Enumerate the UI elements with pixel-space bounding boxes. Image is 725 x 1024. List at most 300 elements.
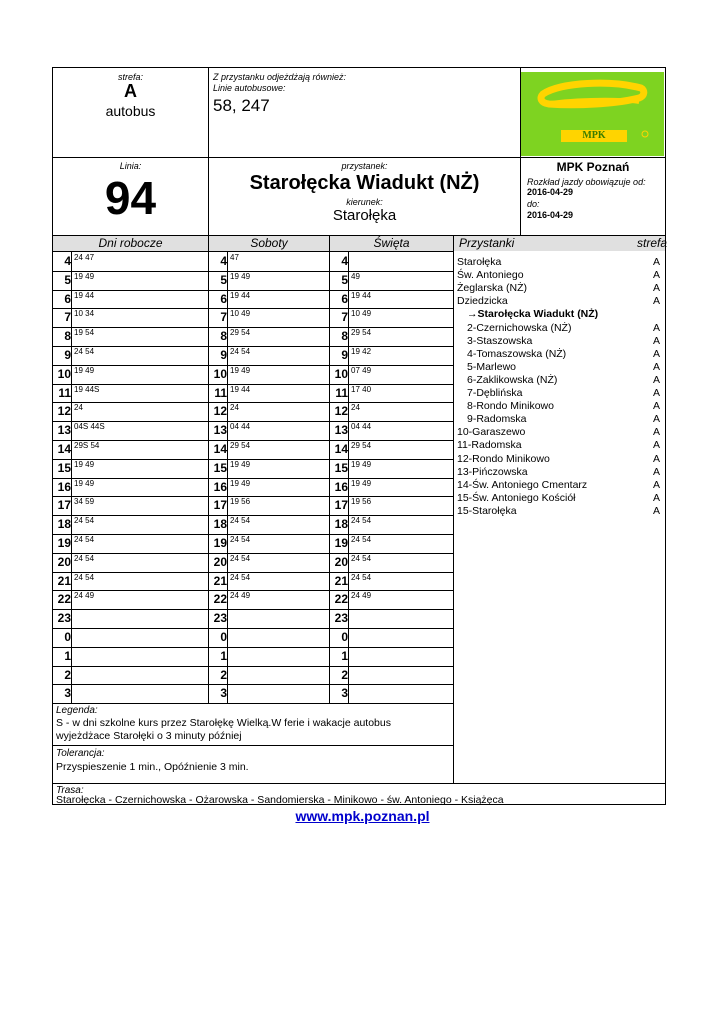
col-weekdays: Dni robocze xyxy=(98,236,163,250)
hour-cell: 9 xyxy=(64,348,71,362)
divider xyxy=(227,496,228,515)
stop-zone: A xyxy=(652,400,660,413)
hour-cell: 0 xyxy=(220,630,227,644)
minutes-cell: 19 56 xyxy=(230,497,251,507)
hour-cell: 20 xyxy=(213,554,227,569)
current-stop: →Starołęcka Wiadukt (NŻ) xyxy=(467,308,599,321)
minutes-cell: 29 54 xyxy=(230,441,251,450)
divider xyxy=(71,271,72,290)
divider xyxy=(348,628,349,647)
vehicle-type: autobus xyxy=(105,103,156,119)
divider xyxy=(348,459,349,478)
divider xyxy=(53,647,453,648)
minutes-cell: 24 xyxy=(74,403,83,413)
divider xyxy=(71,553,72,572)
divider xyxy=(227,590,228,609)
minutes-cell: 19 49 xyxy=(230,365,251,375)
bus-lines-label: Linie autobusowe: xyxy=(213,83,286,93)
divider xyxy=(71,327,72,346)
hour-cell: 20 xyxy=(57,554,71,569)
minutes-cell: 24 54 xyxy=(351,553,372,563)
hour-cell: 22 xyxy=(57,592,71,607)
divider xyxy=(53,402,453,403)
zone-label: strefa: xyxy=(117,72,143,82)
minutes-cell: 19 49 xyxy=(230,271,251,281)
minutes-cell: 47 xyxy=(230,253,239,262)
minutes-cell: 19 44 xyxy=(351,290,372,300)
divider xyxy=(71,515,72,534)
hour-cell: 13 xyxy=(57,423,71,438)
minutes-cell: 19 49 xyxy=(74,365,95,375)
divider xyxy=(53,459,453,460)
divider xyxy=(53,421,453,422)
hour-cell: 4 xyxy=(341,254,348,268)
hour-cell: 7 xyxy=(220,310,227,325)
divider xyxy=(227,628,228,647)
divider xyxy=(227,647,228,666)
minutes-cell: 24 54 xyxy=(351,572,372,582)
divider xyxy=(53,157,665,158)
hour-cell: 12 xyxy=(334,404,348,419)
minutes-cell: 24 54 xyxy=(74,553,95,563)
stop-item: Starołęka xyxy=(457,256,502,268)
divider xyxy=(348,402,349,421)
col-holidays: Święta xyxy=(373,236,410,250)
minutes-cell: 19 49 xyxy=(351,459,372,469)
divider xyxy=(348,290,349,309)
minutes-cell: 24 54 xyxy=(230,535,251,544)
divider xyxy=(71,666,72,685)
minutes-cell: 04 44 xyxy=(351,422,372,432)
divider xyxy=(348,384,349,403)
divider xyxy=(348,647,349,666)
hour-cell: 5 xyxy=(64,272,71,287)
logo-text: MPK xyxy=(582,130,606,141)
hour-cell: 5 xyxy=(341,272,348,287)
hour-cell: 1 xyxy=(64,648,71,663)
divider xyxy=(348,478,349,497)
stop-name: Starołęcka Wiadukt (NŻ) xyxy=(249,172,480,194)
divider xyxy=(227,459,228,478)
stop-zone: A xyxy=(652,465,660,478)
minutes-cell: 10 49 xyxy=(230,309,251,319)
divider xyxy=(53,783,665,784)
hour-cell: 10 xyxy=(213,366,227,381)
hour-cell: 5 xyxy=(220,272,227,287)
stop-zone: A xyxy=(652,295,660,308)
hour-cell: 8 xyxy=(220,329,227,344)
hour-cell: 1 xyxy=(341,648,348,663)
minutes-cell: 24 54 xyxy=(74,347,95,356)
divider xyxy=(53,327,453,328)
stop-item: 3-Staszowska xyxy=(467,334,533,347)
hour-cell: 18 xyxy=(213,517,227,532)
hour-cell: 0 xyxy=(341,630,348,644)
divider xyxy=(348,308,349,327)
stop-zone: A xyxy=(652,439,660,452)
divider xyxy=(71,647,72,666)
stop-item: 10-Garaszewo xyxy=(457,426,526,439)
col-saturdays: Soboty xyxy=(250,236,288,250)
hour-cell: 2 xyxy=(64,667,71,682)
divider xyxy=(53,745,453,746)
hour-cell: 6 xyxy=(220,291,227,306)
hour-cell: 19 xyxy=(57,536,71,550)
divider xyxy=(71,290,72,309)
stop-zone: A xyxy=(652,478,660,491)
minutes-cell: 49 xyxy=(351,271,360,281)
line-number: 94 xyxy=(104,172,157,224)
col-zone: strefa xyxy=(637,236,668,250)
hour-cell: 23 xyxy=(57,611,71,626)
hour-cell: 6 xyxy=(341,291,348,306)
minutes-cell: 34 59 xyxy=(74,497,95,507)
minutes-cell: 24 54 xyxy=(351,516,372,526)
divider xyxy=(53,553,453,554)
divider xyxy=(348,515,349,534)
stop-zone: A xyxy=(652,334,660,347)
hour-cell: 18 xyxy=(57,517,71,532)
stop-zone: A xyxy=(652,347,660,360)
stop-item: 4-Tomaszowska (NŻ) xyxy=(467,347,567,360)
minutes-cell: 10 34 xyxy=(74,309,95,319)
stop-zone: A xyxy=(652,413,660,426)
valid-to-label: do: xyxy=(527,199,540,209)
divider xyxy=(208,236,209,703)
hour-cell: 17 xyxy=(57,498,71,513)
divider xyxy=(71,572,72,591)
hour-cell: 1 xyxy=(220,648,227,663)
divider xyxy=(453,235,454,783)
minutes-cell: 29S 54 xyxy=(74,441,100,450)
divider xyxy=(227,402,228,421)
route-text: Starołęcka - Czernichowska - Ożarowska - Sandomierska - Minikowo - św. Antoniego - Książęca xyxy=(56,794,504,806)
hour-cell: 7 xyxy=(341,310,348,325)
divider xyxy=(348,572,349,591)
hour-cell: 14 xyxy=(334,442,348,456)
minutes-cell: 19 49 xyxy=(230,478,251,488)
hour-cell: 23 xyxy=(334,611,348,626)
minutes-cell: 24 49 xyxy=(230,591,251,601)
hour-cell: 16 xyxy=(57,479,71,494)
hour-cell: 11 xyxy=(335,385,348,400)
divider xyxy=(348,421,349,440)
hour-cell: 12 xyxy=(213,404,227,419)
minutes-cell: 29 54 xyxy=(351,441,372,450)
minutes-cell: 19 49 xyxy=(351,478,372,488)
divider xyxy=(53,703,453,704)
hour-cell: 15 xyxy=(213,460,227,475)
minutes-cell: 19 44 xyxy=(230,384,251,394)
divider xyxy=(348,327,349,346)
divider xyxy=(348,666,349,685)
divider xyxy=(53,384,453,385)
hour-cell: 13 xyxy=(334,423,348,438)
hour-cell: 3 xyxy=(220,686,227,701)
divider xyxy=(227,290,228,309)
stop-item: Św. Antoniego xyxy=(457,269,524,282)
minutes-cell: 24 54 xyxy=(74,516,95,526)
divider xyxy=(71,496,72,515)
stop-zone: A xyxy=(652,387,660,399)
divider xyxy=(348,590,349,609)
minutes-cell: 24 54 xyxy=(74,572,95,582)
minutes-cell: 19 56 xyxy=(351,497,372,507)
hour-cell: 16 xyxy=(334,479,348,494)
legend-line-2: wyjeżdżace Starołęki o 3 minuty później xyxy=(56,730,242,742)
hour-cell: 19 xyxy=(334,536,348,550)
operator-name: MPK Poznań xyxy=(556,160,630,174)
minutes-cell: 04 44 xyxy=(230,422,251,432)
hour-cell: 10 xyxy=(334,366,348,381)
hour-cell: 8 xyxy=(64,329,71,344)
direction-name: Starołęka xyxy=(332,207,397,224)
stop-item: 12-Rondo Minikowo xyxy=(457,452,550,465)
stop-item: 6-Zaklikowska (NŻ) xyxy=(467,373,558,386)
hour-cell: 18 xyxy=(334,517,348,532)
stop-zone: A xyxy=(652,491,660,504)
divider xyxy=(53,271,453,272)
stop-label: przystanek: xyxy=(341,161,388,171)
divider xyxy=(71,421,72,440)
hour-cell: 19 xyxy=(213,536,227,550)
mpk-logo xyxy=(521,72,664,156)
divider xyxy=(227,553,228,572)
minutes-cell: 24 54 xyxy=(230,572,251,582)
divider xyxy=(348,440,349,459)
website-link[interactable]: www.mpk.poznan.pl xyxy=(295,808,430,824)
minutes-cell: 24 xyxy=(230,403,239,413)
hour-cell: 11 xyxy=(58,385,71,400)
hour-cell: 20 xyxy=(334,554,348,569)
divider xyxy=(71,534,72,553)
minutes-cell: 10 49 xyxy=(351,309,372,319)
divider xyxy=(227,327,228,346)
divider xyxy=(348,609,349,628)
col-stops: Przystanki xyxy=(459,236,515,250)
stop-item: 5-Marlewo xyxy=(467,360,517,373)
divider xyxy=(227,684,228,703)
divider xyxy=(348,365,349,384)
hour-cell: 7 xyxy=(64,310,71,325)
minutes-cell: 24 54 xyxy=(230,553,251,563)
divider xyxy=(53,478,453,479)
divider xyxy=(53,290,453,291)
minutes-cell: 24 49 xyxy=(74,591,95,601)
minutes-cell: 24 54 xyxy=(74,535,95,544)
hour-cell: 17 xyxy=(213,498,227,513)
other-lines: 58, 247 xyxy=(213,96,270,115)
divider xyxy=(71,459,72,478)
hour-cell: 6 xyxy=(64,291,71,306)
divider xyxy=(53,684,453,685)
hour-cell: 4 xyxy=(220,254,227,268)
minutes-cell: 19 44 xyxy=(230,290,251,300)
divider xyxy=(71,308,72,327)
minutes-cell: 19 49 xyxy=(74,271,95,281)
divider xyxy=(227,346,228,365)
divider xyxy=(53,666,453,667)
hour-cell: 13 xyxy=(213,423,227,438)
hour-cell: 22 xyxy=(334,592,348,607)
stop-item: 9-Radomska xyxy=(467,413,527,426)
divider xyxy=(71,365,72,384)
legend-line-1: S - w dni szkolne kurs przez Starołękę Wielką.W ferie i wakacje autobus xyxy=(56,717,391,729)
divider xyxy=(53,534,453,535)
hour-cell: 14 xyxy=(57,442,71,456)
valid-from-label: Rozkład jazdy obowiązuje od: xyxy=(527,177,646,187)
divider xyxy=(227,478,228,497)
divider xyxy=(227,365,228,384)
divider xyxy=(71,384,72,403)
divider xyxy=(227,440,228,459)
valid-to: 2016-04-29 xyxy=(527,210,574,220)
divider xyxy=(348,346,349,365)
minutes-cell: 19 49 xyxy=(74,478,95,488)
divider xyxy=(227,252,228,271)
divider xyxy=(227,609,228,628)
stop-item: 11-Radomska xyxy=(457,439,522,452)
minutes-cell: 19 44 xyxy=(74,290,95,300)
divider xyxy=(227,421,228,440)
divider xyxy=(227,666,228,685)
divider xyxy=(53,496,453,497)
divider xyxy=(53,365,453,366)
stop-zone: A xyxy=(652,282,660,295)
stop-zone: A xyxy=(652,426,660,439)
minutes-cell: 19 44S xyxy=(74,384,100,394)
divider xyxy=(53,590,453,591)
minutes-cell: 29 54 xyxy=(351,328,372,338)
hour-cell: 9 xyxy=(220,348,227,362)
hour-cell: 22 xyxy=(213,592,227,607)
stop-zone: A xyxy=(652,360,660,373)
stop-item: 15-Św. Antoniego Kościół xyxy=(457,491,576,504)
divider xyxy=(329,236,330,703)
divider xyxy=(71,440,72,459)
minutes-cell: 24 54 xyxy=(230,347,251,356)
divider xyxy=(71,252,72,271)
divider xyxy=(53,609,453,610)
hour-cell: 21 xyxy=(57,573,71,588)
minutes-cell: 24 xyxy=(351,403,360,413)
minutes-cell: 24 54 xyxy=(230,516,251,526)
hour-cell: 17 xyxy=(334,498,348,513)
hour-cell: 0 xyxy=(64,630,71,644)
divider xyxy=(348,553,349,572)
divider xyxy=(227,308,228,327)
stop-item: Dziedzicka xyxy=(457,295,508,308)
divider xyxy=(348,684,349,703)
divider xyxy=(53,628,453,629)
divider xyxy=(227,271,228,290)
also-departing-label: Z przystanku odjeżdżają również: xyxy=(213,72,347,82)
divider xyxy=(71,628,72,647)
divider xyxy=(71,478,72,497)
hour-cell: 9 xyxy=(341,348,348,362)
divider xyxy=(71,609,72,628)
hour-cell: 14 xyxy=(213,442,227,456)
stop-item: 8-Rondo Minikowo xyxy=(467,400,554,413)
divider xyxy=(71,590,72,609)
hour-cell: 3 xyxy=(64,686,71,701)
stop-item: Żeglarska (NŻ) xyxy=(457,282,528,295)
minutes-cell: 19 49 xyxy=(74,459,95,469)
line-label: Linia: xyxy=(119,161,142,171)
minutes-cell: 24 54 xyxy=(351,535,372,544)
minutes-cell: 17 40 xyxy=(351,384,372,394)
minutes-cell: 29 54 xyxy=(230,328,251,338)
hour-cell: 21 xyxy=(213,573,227,588)
stop-item: 15-Starołęka xyxy=(457,504,517,517)
divider xyxy=(71,684,72,703)
divider xyxy=(53,572,453,573)
minutes-cell: 24 47 xyxy=(74,253,95,262)
divider xyxy=(71,402,72,421)
divider xyxy=(71,346,72,365)
hour-cell: 16 xyxy=(213,479,227,494)
hour-cell: 11 xyxy=(214,385,227,400)
route-label: Trasa: xyxy=(56,785,84,796)
minutes-cell: 04S 44S xyxy=(74,422,105,432)
timetable-frame xyxy=(52,67,666,805)
hour-cell: 4 xyxy=(64,254,71,268)
stop-item: 14-Św. Antoniego Cmentarz xyxy=(457,478,588,491)
divider xyxy=(53,440,453,441)
tolerance-text: Przyspieszenie 1 min., Opóźnienie 3 min. xyxy=(56,761,249,773)
stop-item: 2-Czernichowska (NŻ) xyxy=(467,321,572,334)
hour-cell: 2 xyxy=(220,667,227,682)
divider xyxy=(53,346,453,347)
divider xyxy=(348,534,349,553)
minutes-cell: 19 49 xyxy=(230,459,251,469)
zone-value: A xyxy=(124,81,137,101)
hour-cell: 3 xyxy=(341,686,348,701)
stop-zone: A xyxy=(652,504,660,517)
hour-cell: 2 xyxy=(341,667,348,682)
minutes-cell: 07 49 xyxy=(351,365,372,375)
divider xyxy=(227,534,228,553)
stop-zone: A xyxy=(652,373,660,386)
tolerance-label: Tolerancja: xyxy=(56,748,105,759)
divider xyxy=(227,572,228,591)
minutes-cell: 19 42 xyxy=(351,347,372,356)
minutes-cell: 19 54 xyxy=(74,328,95,338)
stop-item: 13-Pińczowska xyxy=(457,465,528,478)
mpk-logo-icon xyxy=(521,72,664,156)
hour-cell: 8 xyxy=(341,329,348,344)
valid-from: 2016-04-29 xyxy=(527,187,574,197)
stop-item: 7-Dęblińska xyxy=(467,387,523,399)
hour-cell: 10 xyxy=(57,366,71,381)
hour-cell: 21 xyxy=(334,573,348,588)
divider xyxy=(227,515,228,534)
hour-cell: 12 xyxy=(57,404,71,419)
hour-cell: 15 xyxy=(57,460,71,475)
hour-cell: 15 xyxy=(334,460,348,475)
divider xyxy=(348,496,349,515)
divider xyxy=(348,252,349,271)
divider xyxy=(227,384,228,403)
divider xyxy=(53,308,453,309)
stop-zone: A xyxy=(652,452,660,465)
divider xyxy=(53,515,453,516)
legend-label: Legenda: xyxy=(56,705,98,716)
hour-cell: 23 xyxy=(213,611,227,626)
stop-zone: A xyxy=(652,321,660,334)
divider xyxy=(348,271,349,290)
minutes-cell: 24 49 xyxy=(351,591,372,601)
